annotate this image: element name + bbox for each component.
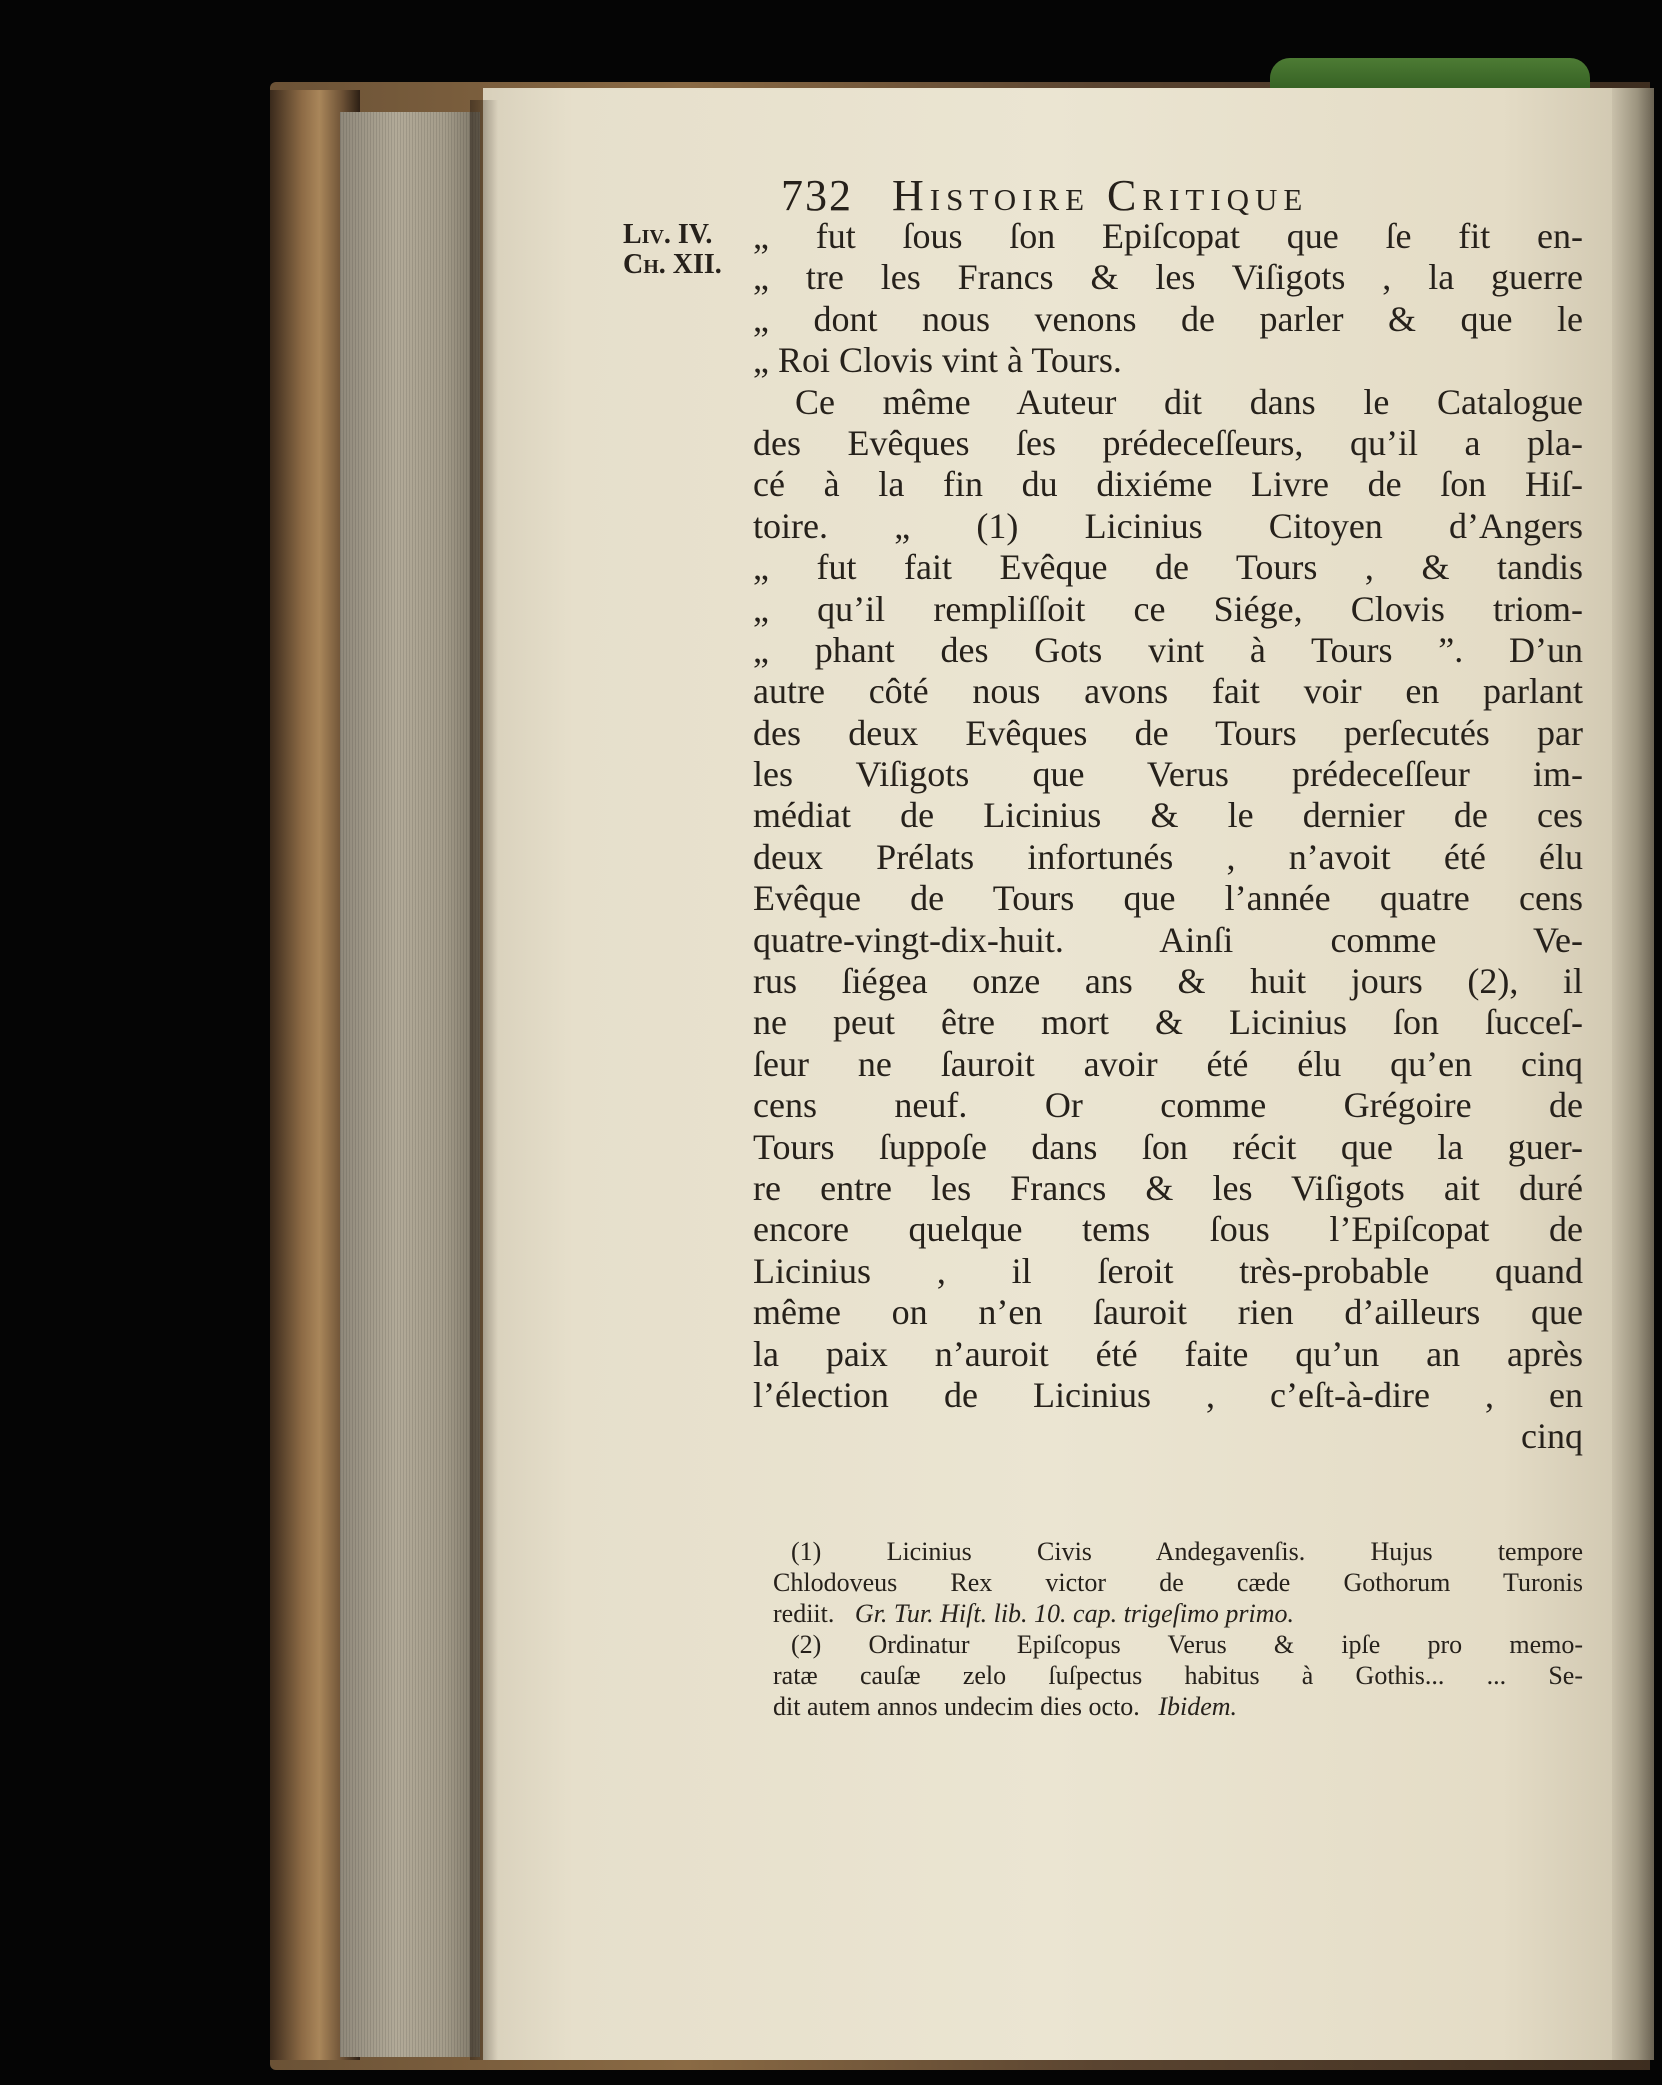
text-line: cens neuf. Or comme Grégoire de [753,1085,1583,1126]
book-page [483,88,1615,2060]
text-line: „ qu’il rempliſſoit ce Siége, Clovis triom- [753,588,1583,629]
opposite-page-edge [1612,88,1654,2060]
text-line: „ Roi Clovis vint à Tours. [753,340,1122,381]
text-line: toire. „ (1) Licinius Citoyen d’Angers [753,505,1583,546]
text-line: „ tre les Francs & les Viſigots , la guerre [753,257,1583,298]
running-title: Histoire Critique [892,171,1309,220]
text-line: des Evêques ſes prédeceſſeurs, qu’il a pla- [753,422,1583,463]
text-line: ſeur ne ſauroit avoir été élu qu’en cinq [753,1043,1583,1084]
text-line: deux Prélats infortunés , n’avoit été élu [753,836,1583,877]
text-line: re entre les Francs & les Viſigots ait duré [753,1167,1583,1208]
text-line: Ce même Auteur dit dans le Catalogue [795,381,1583,422]
text-line: même on n’en ſauroit rien d’ailleurs que [753,1292,1583,1333]
margin-note-book: Liv. IV. [623,219,713,250]
text-line: Tours ſuppoſe dans ſon récit que la guer- [753,1126,1583,1167]
footnote-citation: Gr. Tur. Hiſt. lib. 10. cap. trigeſimo primo. [854,1599,1295,1628]
page-edges [340,112,480,2057]
text-line: „ dont nous venons de parler & que le [753,298,1583,339]
margin-note [623,220,741,280]
text-line: „ fut ſous ſon Epiſcopat que ſe fit en- [753,216,1583,256]
catchword: cinq [1521,1416,1583,1457]
text-line: „ phant des Gots vint à Tours ”. D’un [753,629,1583,670]
footnote-line: (2) Ordinatur Epiſcopus Verus & ipſe pro memo- [791,1630,1583,1659]
footnote-line: Chlodoveus Rex victor de cæde Gothorum Turonis [773,1568,1583,1597]
text-line: „ fut fait Evêque de Tours , & tandis [753,547,1583,588]
text-line: les Viſigots que Verus prédeceſſeur im- [753,754,1583,795]
footnotes [773,1536,1583,1722]
text-line: cé à la fin du dixiéme Livre de ſon Hiſ- [753,464,1583,505]
text-line: Licinius , il ſeroit très-probable quand [753,1250,1583,1291]
text-line: quatre-vingt-dix-huit. Ainſi comme Ve- [753,919,1583,960]
footnote-line [773,1691,1583,1722]
footnote-text: dit autem annos undecim dies octo. [773,1692,1140,1721]
text-line: la paix n’auroit été faite qu’un an après [753,1333,1583,1374]
page-number: 732 [781,171,853,220]
text-line: médiat de Licinius & le dernier de ces [753,795,1583,836]
footnote-citation: Ibidem. [1158,1692,1238,1721]
footnote-line: ratæ cauſæ zelo ſuſpectus habitus à Gothis... ... Se- [773,1661,1583,1690]
text-line: encore quelque tems ſous l’Epiſcopat de [753,1209,1583,1250]
footnote-line [773,1598,1583,1629]
text-line: des deux Evêques de Tours perſecutés par [753,712,1583,753]
footnote-text: rediit. [773,1599,835,1628]
text-line: ne peut être mort & Licinius ſon ſucceſ- [753,1002,1583,1043]
text-line: l’élection de Licinius , c’eſt-à-dire , en [753,1374,1583,1415]
footnote-line: (1) Licinius Civis Andegavenſis. Hujus tempore [791,1537,1583,1566]
body-text [753,216,1583,1458]
text-line: Evêque de Tours que l’année quatre cens [753,878,1583,919]
text-line: rus ſiégea onze ans & huit jours (2), il [753,961,1583,1002]
gutter-shadow [470,100,498,2060]
margin-note-chapter: Ch. XII. [623,249,722,280]
text-line: autre côté nous avons fait voir en parlant [753,671,1583,712]
